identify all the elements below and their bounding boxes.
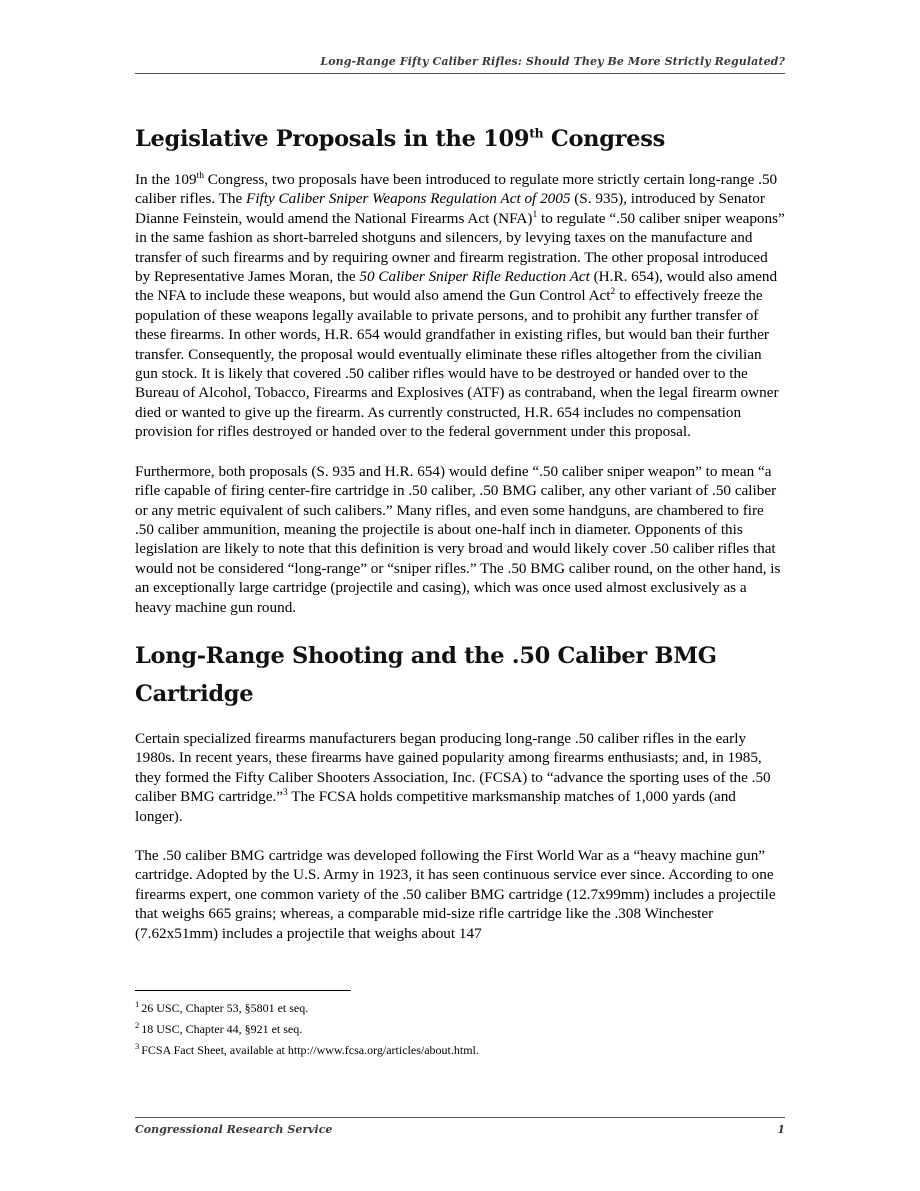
paragraph: The .50 caliber BMG cartridge was developed following the First World War as a “heavy machine gun” cartridge. Adopted by the U.S. Army in 1923, it has seen continuous service ever since. According to one firearms expert, one common variety of the .50 caliber BMG cartridge (12.7x99mm) includes a projectile that weighs 665 grains; whereas, a comparable mid-size rifle cartridge like the .308 Winchester (7.62x51mm) includes a projectile that weighs about 147 (135, 846, 776, 942)
heading-superscript: th (529, 125, 544, 141)
text-run: to regulate “.50 caliber sniper weapons” in the same fashion as short-barreled shotguns and silencers, by levying taxes on the manufacture and transfer of such firearms and by requiring owner and firearm registration. The other proposal introduced by Representative James Moran, the (135, 209, 785, 286)
running-header-title: Long-Range Fifty Caliber Rifles: Should They Be More Strictly Regulated? (320, 55, 785, 68)
footnote-text: 26 USC, Chapter 53, §5801 et seq. (141, 1001, 309, 1015)
section-heading-legislative-proposals (135, 120, 785, 158)
footnote-text: FCSA Fact Sheet, available at http://www.fcsa.org/articles/about.html. (141, 1043, 479, 1057)
footnote-ref-2[interactable]: 2 (610, 287, 616, 298)
text-run: Congress, two proposals have been introduced to regulate more strictly certain long-range .50 caliber rifles. The (135, 171, 778, 208)
footnote-number: 1 (135, 999, 140, 1009)
ordinal-superscript: th (196, 170, 204, 181)
footnote-number: 3 (135, 1041, 140, 1051)
footer-publisher: Congressional Research Service (135, 1123, 333, 1136)
act-title: 50 Caliber Sniper Rifle Reduction Act (359, 268, 590, 286)
main-content (135, 120, 785, 943)
text-run: In the 109 (135, 171, 197, 188)
heading-text: Legislative Proposals in the 109 (135, 126, 530, 152)
text-run: to effectively freeze the population of these weapons legally available to private persons, and to prohibit any further transfer of these firearms. In other words, H.R. 654 would grandfather in existing rifles, but would ban their further transfer. Consequently, the proposal would eventually eliminate these rifles altogether from the civilian gun stock. It is likely that covered .50 caliber rifles would have to be destroyed or handed over to the Bureau of Alcohol, Tobacco, Firearms and Explosives (ATF) as contraband, when the legal firearm owner died or wanted to give up the firearm. As currently constructed, H.R. 654 includes no compensation provision for rifles destroyed or handed over to the federal government under this proposal. (135, 287, 779, 441)
footnote-1 (135, 998, 785, 1019)
paragraph (135, 729, 785, 826)
footnote-number: 2 (135, 1020, 140, 1030)
footnote-ref-1[interactable]: 1 (532, 209, 538, 220)
heading-line: Long-Range Shooting and the .50 Caliber BMG (135, 642, 717, 669)
act-title: Fifty Caliber Sniper Weapons Regulation Act of 2005 (246, 190, 571, 208)
footnote-3 (135, 1040, 785, 1061)
text-run: (H.R. 654), would also amend the NFA to include these weapons, but would also amend the Gun Control Act (135, 268, 778, 305)
text-run: Certain specialized firearms manufacturers began producing long-range .50 caliber rifles in the early 1980s. In recent years, these firearms have gained popularity among firearms enthusiasts; and, in 1985, they formed the Fifty Caliber Shooters Association, Inc. (FCSA) to “advance the sporting uses of the .50 caliber BMG cartridge.” (135, 729, 771, 806)
heading-text: Congress (543, 126, 665, 152)
footnote-separator (135, 990, 351, 991)
footnote-2 (135, 1019, 785, 1040)
footnote-text: 18 USC, Chapter 44, §921 et seq. (141, 1022, 303, 1036)
section-heading-long-range-shooting (135, 637, 785, 713)
paragraph (135, 170, 785, 442)
header-rule (135, 73, 785, 74)
page-number: 1 (777, 1123, 785, 1136)
text-run: The FCSA holds competitive marksmanship matches of 1,000 yards (and longer). (135, 788, 736, 825)
paragraph: Furthermore, both proposals (S. 935 and H.R. 654) would define “.50 caliber sniper weapon” to mean “a rifle capable of firing center-fire cartridge in .50 caliber, .50 BMG caliber, any other variant of .50 caliber or any metric equivalent of such calibers.” Many rifles, and even some handguns, are chambered to fire .50 caliber ammunition, meaning the projectile is about one-half inch in diameter. Opponents of this legislation are likely to note that this definition is very broad and would likely cover .50 caliber rifles that would not be considered “long-range” or “sniper rifles.” The .50 BMG caliber round, on the other hand, is an exceptionally large cartridge (projectile and casing), which was once used almost exclusively as a heavy machine gun round. (135, 462, 781, 616)
footnotes (135, 998, 785, 1061)
footer-rule (135, 1117, 785, 1118)
footnote-ref-3[interactable]: 3 (283, 788, 288, 799)
heading-line: Cartridge (135, 680, 254, 707)
text-run: (S. 935), introduced by Senator Dianne Feinstein, would amend the National Firearms Act (NFA) (135, 190, 765, 227)
